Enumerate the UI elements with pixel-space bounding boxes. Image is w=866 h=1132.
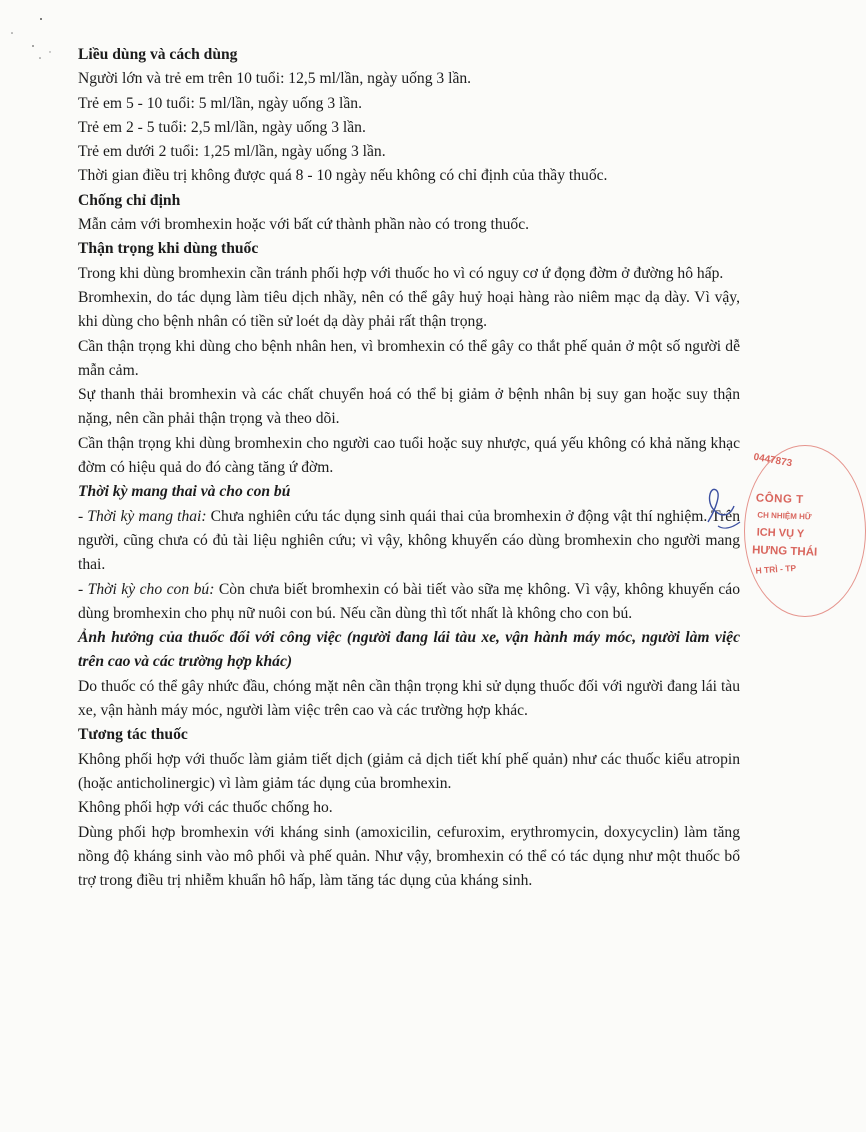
precaution-paragraph: Cần thận trọng khi dùng cho bệnh nhân hen, vì bromhexin có thể gây co thắt phế quản ở một số người dễ mẫn cảm. bbox=[78, 337, 740, 379]
dosage-line: Trẻ em 5 - 10 tuổi: 5 ml/lần, ngày uống 3 lần. bbox=[78, 94, 362, 112]
contraindication-text: Mẫn cảm với bromhexin hoặc với bất cứ thành phần nào có trong thuốc. bbox=[78, 216, 530, 234]
section-heading-interactions: Tương tác thuốc bbox=[78, 726, 188, 744]
interaction-paragraph: Dùng phối hợp bromhexin với kháng sinh (amoxicilin, cefuroxim, erythromycin, doxycyclin) làm tăng nồng độ kháng sinh vào mô phổi và phế quản. Như vậy, bromhexin có thể có tác dụng như một thuốc bổ trợ trong điều trị nhiễm khuẩn hô hấp, làm tăng tác dụng của kháng sinh. bbox=[78, 823, 740, 890]
dosage-line: Người lớn và trẻ em trên 10 tuổi: 12,5 ml/lần, ngày uống 3 lần. bbox=[78, 70, 472, 88]
lactation-paragraph bbox=[78, 578, 740, 627]
section-heading-pregnancy-lactation: Thời kỳ mang thai và cho con bú bbox=[78, 483, 291, 501]
stamp-line: H TRÌ - TP bbox=[755, 562, 797, 576]
stamp-line: ICH VỤ Y bbox=[756, 526, 805, 541]
precaution-paragraph: Bromhexin, do tác dụng làm tiêu dịch nhầy, nên có thể gây huỷ hoại hàng rào niêm mạc dạ dày. Vì vậy, khi dùng cho bệnh nhân có tiền sử loét dạ dày phải rất thận trọng. bbox=[78, 288, 740, 331]
stamp-line: CH NHIỆM HỮ bbox=[757, 510, 812, 522]
document-body bbox=[78, 43, 740, 893]
section-heading-precautions: Thận trọng khi dùng thuốc bbox=[78, 240, 259, 258]
lactation-text: Còn chưa biết bromhexin có bài tiết vào sữa mẹ không. Vì vậy, không khuyến cáo dùng bromhexin cho phụ nữ nuôi con bú. Nếu cần dùng thì tốt nhất là không cho con bú. bbox=[78, 580, 740, 622]
stamp-number: 0447873 bbox=[752, 451, 793, 470]
precaution-paragraph: Trong khi dùng bromhexin cần tránh phối hợp với thuốc ho vì có nguy cơ ứ đọng đờm ở đường hô hấp. bbox=[78, 264, 724, 282]
dosage-line: Trẻ em 2 - 5 tuổi: 2,5 ml/lần, ngày uống 3 lần. bbox=[78, 118, 366, 136]
pregnancy-label: - Thời kỳ mang thai: bbox=[78, 507, 207, 525]
section-heading-dosage: Liều dùng và cách dùng bbox=[78, 46, 238, 63]
stamp-line: CÔNG T bbox=[755, 492, 804, 507]
effects-on-work-text: Do thuốc có thể gây nhức đầu, chóng mặt nên cần thận trọng khi sử dụng thuốc đối với người đang lái tàu xe, vận hành máy móc, người làm việc trên cao và các trường hợp khác. bbox=[78, 677, 740, 720]
lactation-label: - Thời kỳ cho con bú: bbox=[78, 580, 215, 598]
dosage-line: Thời gian điều trị không được quá 8 - 10 ngày nếu không có chỉ định của thầy thuốc. bbox=[78, 167, 608, 185]
stamp-line: HƯNG THÁI bbox=[751, 544, 818, 559]
signature-mark bbox=[700, 482, 760, 542]
dosage-line: Trẻ em dưới 2 tuổi: 1,25 ml/lần, ngày uống 3 lần. bbox=[78, 143, 386, 161]
interaction-paragraph: Không phối hợp với thuốc làm giảm tiết dịch (giảm cả dịch tiết khí phế quản) như các thuốc kiểu atropin (hoặc anticholinergic) vì làm giảm tác dụng của bromhexin. bbox=[78, 750, 740, 792]
interaction-paragraph: Không phối hợp với các thuốc chống ho. bbox=[78, 799, 333, 817]
pregnancy-text: Chưa nghiên cứu tác dụng sinh quái thai của bromhexin ở động vật thí nghiệm. Trên người, cũng chưa có đủ tài liệu nghiên cứu; vì vậy, không khuyến cáo dùng bromhexin cho người mang thai. bbox=[78, 507, 740, 574]
precaution-paragraph: Sự thanh thải bromhexin và các chất chuyển hoá có thể bị giảm ở bệnh nhân bị suy gan hoặc suy thận nặng, nên cần phải thận trọng và theo dõi. bbox=[78, 386, 740, 428]
section-heading-contraindications: Chống chỉ định bbox=[78, 191, 181, 209]
pregnancy-paragraph bbox=[78, 505, 740, 578]
section-heading-effects-on-work: Ảnh hưởng của thuốc đối với công việc (người đang lái tàu xe, vận hành máy móc, người làm việc trên cao và các trường hợp khác) bbox=[78, 629, 740, 671]
precaution-paragraph: Cần thận trọng khi dùng bromhexin cho người cao tuổi hoặc suy nhược, quá yếu không có khả năng khạc đờm có hiệu quả do đó càng tăng ứ đờm. bbox=[78, 434, 740, 477]
scan-specks bbox=[0, 0, 80, 80]
